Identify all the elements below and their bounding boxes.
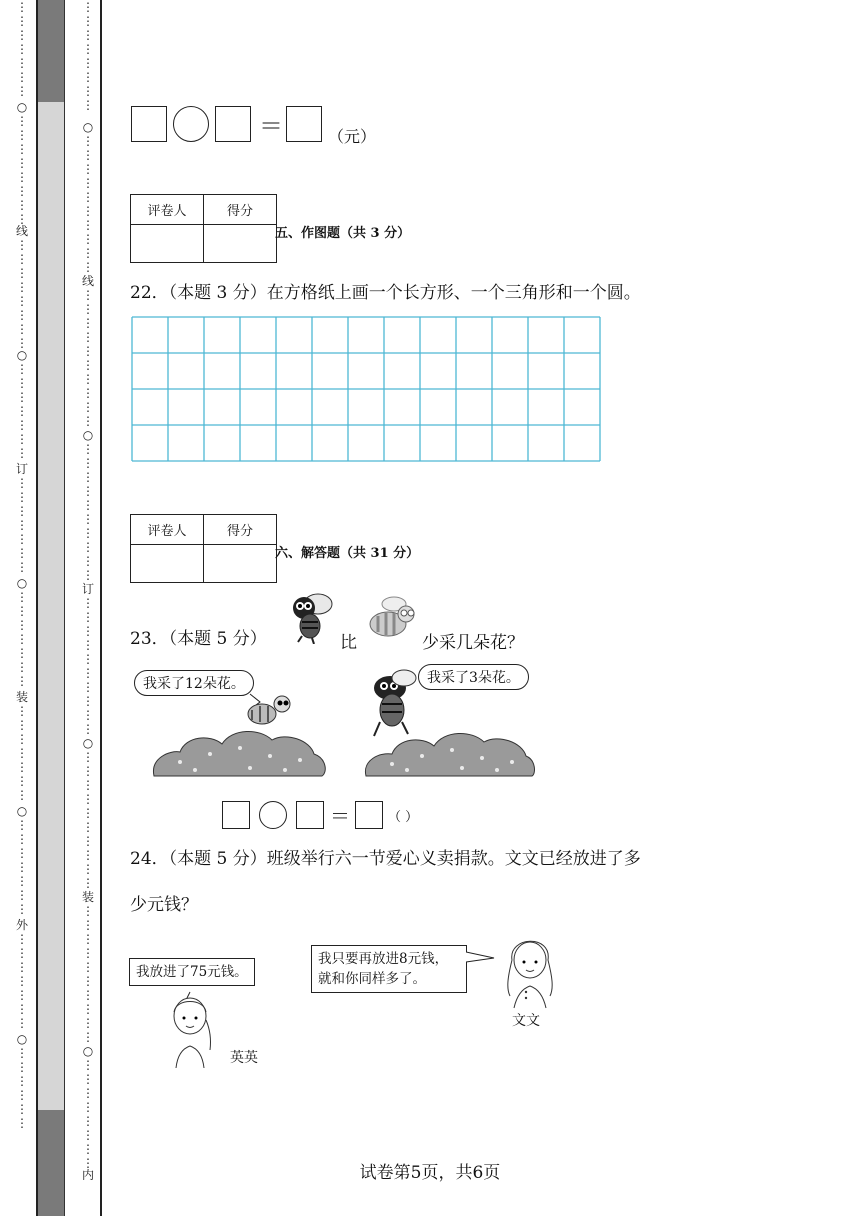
binding-line-middle (64, 0, 65, 1216)
page-footer: 试卷第5页，共6页 (359, 1163, 501, 1183)
operator-circle[interactable] (173, 106, 209, 142)
bubble-wenwen-line1: 我只要再放进8元钱， (318, 951, 449, 967)
inner-char-ding: 订 (81, 582, 94, 596)
reviewer-header: 评卷人 (131, 195, 204, 225)
reviewer-cell[interactable] (131, 225, 204, 263)
equals-sign: ＝ (330, 804, 350, 828)
score-table-section5 (130, 194, 277, 263)
outer-char-zhuang: 装 (15, 690, 28, 704)
inner-char-xian: 线 (81, 274, 94, 288)
unit-label: （元） (328, 127, 377, 146)
question-23-prefix: 23．（本题 5 分） (130, 629, 267, 649)
bee-dark-icon (282, 590, 338, 644)
section5-title: 五、作图题（共 3 分） (275, 226, 411, 241)
answer-box-result[interactable] (355, 801, 383, 829)
answer-box-2[interactable] (296, 801, 324, 829)
outer-dotted-column: ⋮ ⋮ ⋮ ⋮ ⋮ ⋮ ⋮ ○ ⋮ ⋮ ⋮ ⋮ ⋮ ⋮ ⋮ ⋮ 线 ⋮ ⋮ ⋮ ⋮ ⋮ ⋮ ⋮ ⋮ ○ ⋮ ⋮ ⋮ ⋮ ⋮ ⋮ ⋮ 订 ⋮ ⋮ ⋮ ⋮ ⋮ ⋮ ⋮ ○ ⋮ ⋮ ⋮ ⋮ ⋮ ⋮ ⋮ 装 ⋮ ⋮ ⋮ ⋮ ⋮ ⋮ ⋮ ○ ⋮ ⋮ ⋮ ⋮ ⋮ ⋮ ⋮ 外 ⋮ ⋮ ⋮ ⋮ ⋮ ⋮ ⋮ ○ ⋮ ⋮ ⋮ ⋮ ⋮ ⋮ (15, 0, 28, 1130)
answer-box-1[interactable] (222, 801, 250, 829)
operator-circle[interactable] (259, 801, 287, 829)
inner-char-nei: 内 (81, 1168, 94, 1182)
reviewer-cell[interactable] (131, 545, 204, 583)
section6-title: 六、解答题（共 31 分） (275, 546, 420, 561)
score-cell[interactable] (204, 225, 277, 263)
question-24-line1: 24．（本题 5 分）班级举行六一节爱心义卖捐款。文文已经放进了多 (130, 849, 641, 869)
answer-box-result[interactable] (286, 106, 322, 142)
question-23-mid: 比 (340, 633, 357, 653)
bubble-wenwen-line2: 就和你同样多了。 (318, 971, 426, 987)
inner-char-zhuang: 装 (81, 890, 94, 904)
answer-box-1[interactable] (131, 106, 167, 142)
bee-light-icon (364, 596, 422, 640)
grid-paper[interactable] (131, 316, 601, 464)
equals-sign: ＝ (259, 112, 283, 140)
binding-bar-top (38, 0, 64, 102)
question-23-suffix: 少采几朵花？ (422, 633, 524, 653)
unit-paren[interactable]: （ ） (388, 810, 419, 825)
name-yingying: 英英 (230, 1050, 258, 1066)
score-header: 得分 (204, 515, 277, 545)
bubble-tail (466, 950, 496, 964)
binding-line-inner (100, 0, 102, 1216)
name-wenwen: 文文 (512, 1013, 540, 1029)
girl-yingying-illustration (160, 990, 220, 1070)
outer-char-wai: 外 (15, 918, 28, 932)
score-table-section6 (130, 514, 277, 583)
question-24-line2: 少元钱？ (130, 895, 198, 915)
reviewer-header: 评卷人 (131, 515, 204, 545)
bubble-yingying: 我放进了75元钱。 (129, 958, 255, 986)
bubble-wenwen (311, 945, 467, 993)
question-22: 22．（本题 3 分）在方格纸上画一个长方形、一个三角形和一个圆。 (130, 283, 641, 303)
outer-char-ding: 订 (15, 462, 28, 476)
score-cell[interactable] (204, 545, 277, 583)
binding-bar-middle (38, 102, 64, 1110)
speech-bubble-left: 我采了12朵花。 (134, 670, 254, 696)
bush-left-illustration (150, 688, 328, 782)
speech-bubble-right: 我采了3朵花。 (418, 664, 529, 690)
answer-box-2[interactable] (215, 106, 251, 142)
inner-dotted-column: ⋮ ⋮ ⋮ ⋮ ⋮ ⋮ ⋮ ⋮ ○ ⋮ ⋮ ⋮ ⋮ ⋮ ⋮ ⋮ ⋮ ⋮ ⋮ 线 ⋮ ⋮ ⋮ ⋮ ⋮ ⋮ ⋮ ⋮ ⋮ ⋮ ○ ⋮ ⋮ ⋮ ⋮ ⋮ ⋮ ⋮ ⋮ ⋮ ⋮ 订 ⋮ ⋮ ⋮ ⋮ ⋮ ⋮ ⋮ ⋮ ⋮ ⋮ ○ ⋮ ⋮ ⋮ ⋮ ⋮ ⋮ ⋮ ⋮ ⋮ ⋮ 装 ⋮ ⋮ ⋮ ⋮ ⋮ ⋮ ⋮ ⋮ ⋮ ⋮ ○ ⋮ ⋮ ⋮ ⋮ ⋮ ⋮ ⋮ ⋮ 内 (81, 0, 94, 1182)
score-header: 得分 (204, 195, 277, 225)
girl-wenwen-illustration (496, 930, 566, 1010)
outer-char-xian: 线 (15, 224, 28, 238)
